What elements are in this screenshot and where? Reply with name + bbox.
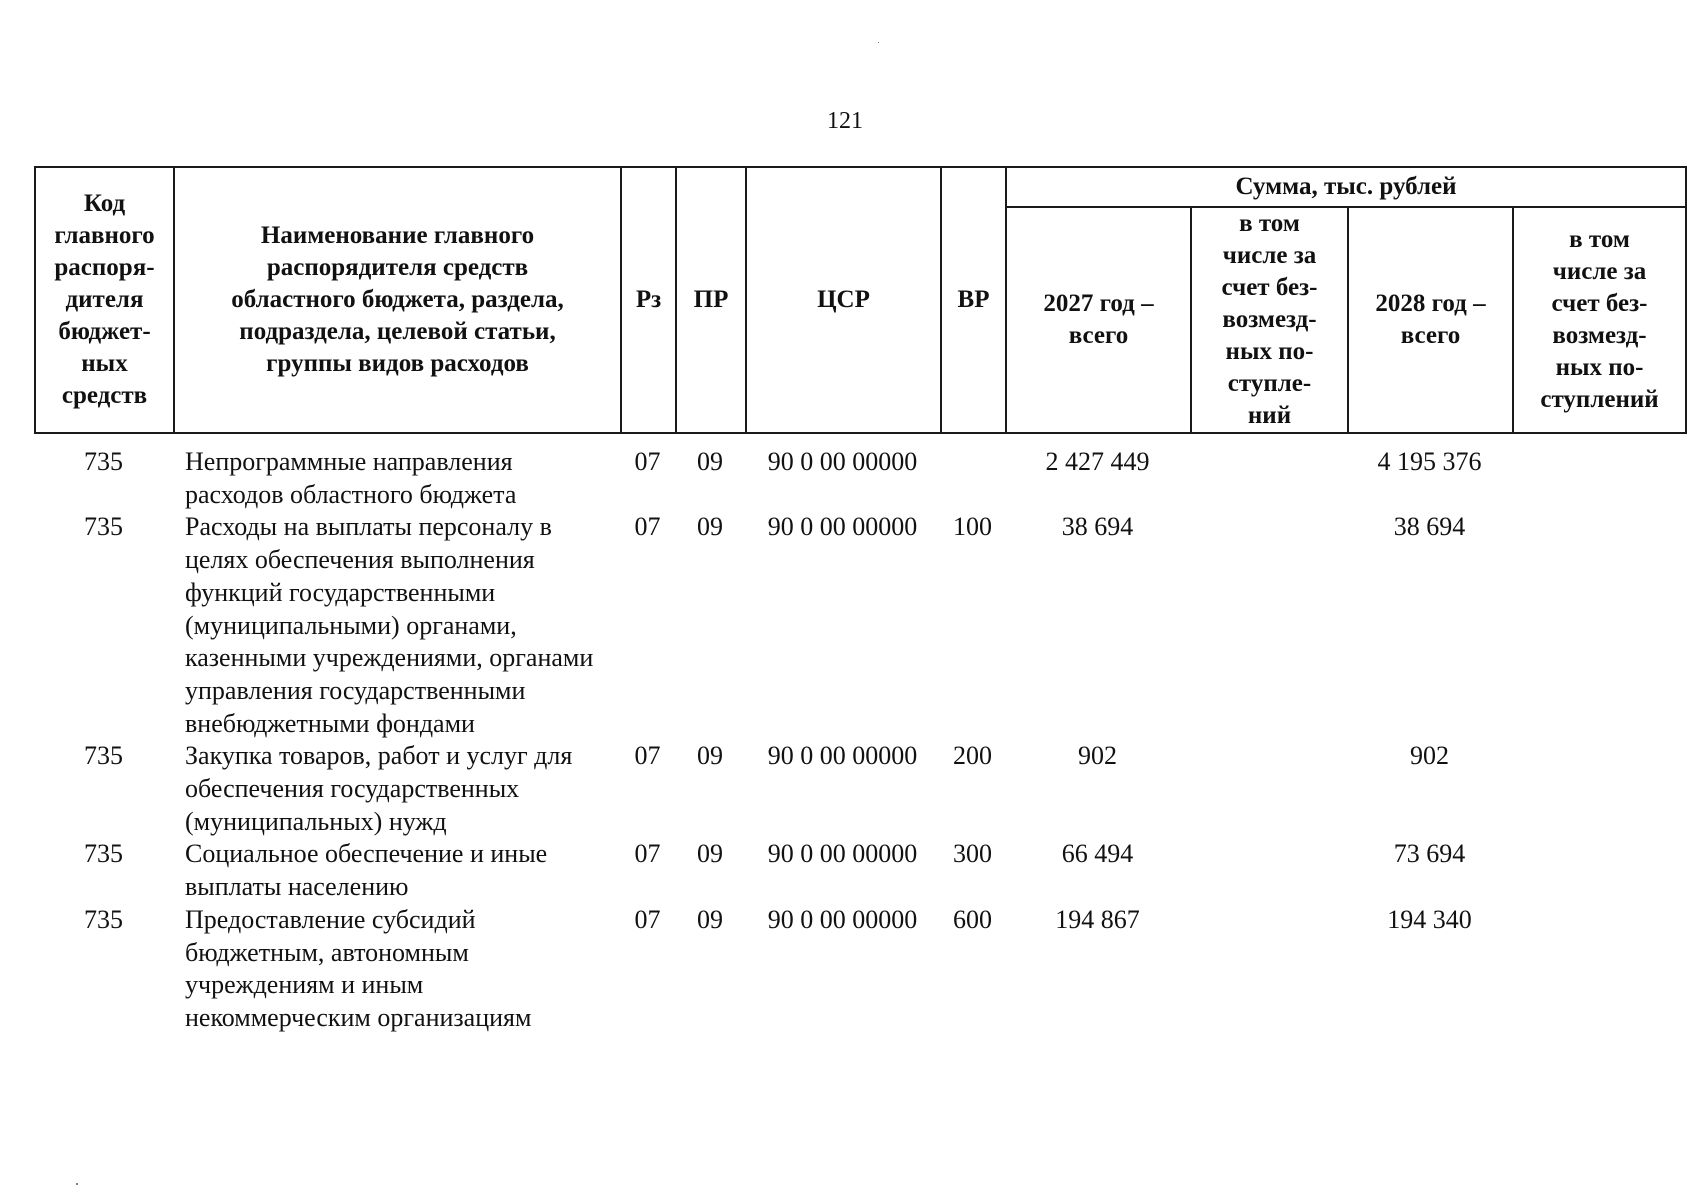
header-sum: Сумма, тыс. рублей: [1006, 167, 1686, 207]
cell-code: 735: [84, 512, 123, 542]
scan-speck: [76, 1183, 78, 1185]
cell-csr: 90 0 00 00000: [767, 741, 918, 771]
cell-2027-total: 2 427 449: [1045, 447, 1150, 476]
cell-2027-total: 66 494: [1061, 839, 1134, 869]
cell-2027-free: [1190, 740, 1347, 838]
header-vr: ВР: [941, 167, 1006, 433]
cell-name: Социальное обеспечение и иные выплаты населению: [185, 839, 548, 902]
cell-csr: 90 0 00 00000: [767, 839, 918, 869]
cell-csr: 90 0 00 00000: [767, 512, 918, 542]
cell-2027-free: [1190, 904, 1347, 1035]
cell-vr: 100: [953, 512, 992, 542]
table-row: [34, 511, 1685, 740]
table-header: [34, 166, 1687, 434]
table-body: [34, 446, 1685, 1035]
cell-pr: 09: [697, 839, 723, 869]
cell-2027-total: 194 867: [1055, 904, 1140, 934]
cell-2028-free: [1512, 446, 1685, 511]
table-row: [34, 740, 1685, 838]
table-row: [34, 904, 1685, 1035]
page-number: 121: [827, 108, 863, 134]
cell-2028-free: [1512, 904, 1685, 1035]
cell-pr: 09: [697, 512, 723, 542]
header-rz: Рз: [621, 167, 676, 433]
cell-2028-total: 38 694: [1393, 512, 1466, 542]
cell-name: Предоставление субсидий бюджетным, автономным учреждениям и иным некоммерческим организациям: [185, 904, 532, 1032]
cell-rz: 07: [634, 741, 661, 771]
header-csr: ЦСР: [746, 167, 941, 433]
scan-speck: [878, 42, 879, 43]
cell-name: Закупка товаров, работ и услуг для обеспечения государственных (муниципальных) нужд: [185, 741, 573, 836]
cell-name: Непрограммные направления расходов областного бюджета: [185, 447, 517, 509]
cell-csr: 90 0 00 00000: [767, 904, 918, 934]
cell-2027-free: [1190, 511, 1347, 740]
cell-code: 735: [84, 904, 123, 934]
header-2027-total: 2027 год – всего: [1006, 207, 1191, 433]
cell-pr: 09: [697, 904, 723, 934]
cell-2027-free: [1190, 446, 1347, 511]
cell-vr: [940, 446, 1005, 511]
cell-rz: 07: [634, 904, 661, 934]
header-2028-free: в том числе за счет без- возмезд- ных по- ступлений: [1513, 207, 1686, 433]
cell-rz: 07: [634, 447, 661, 476]
header-code: Код главного распоря- дителя бюджет- ных средств: [35, 167, 174, 433]
cell-2028-total: 4 195 376: [1377, 447, 1482, 476]
header-pr: ПР: [676, 167, 746, 433]
header-2027-free: в том числе за счет без- возмезд- ных по- ступле- ний: [1191, 207, 1348, 433]
cell-2028-free: [1512, 838, 1685, 903]
cell-vr: 300: [953, 839, 992, 869]
cell-pr: 09: [697, 741, 723, 771]
cell-csr: 90 0 00 00000: [767, 447, 918, 476]
cell-code: 735: [84, 839, 123, 869]
cell-2028-total: 902: [1410, 741, 1449, 771]
cell-2027-total: 38 694: [1061, 512, 1134, 542]
cell-2027-total: 902: [1078, 741, 1117, 771]
cell-pr: 09: [697, 447, 723, 476]
header-name: Наименование главного распорядителя средств областного бюджета, раздела, подраздела, целевой статьи, группы видов расходов: [174, 167, 621, 433]
table-row: [34, 446, 1685, 511]
cell-name: Расходы на выплаты персоналу в целях обеспечения выполнения функций государственными (муниципальными) органами, казенными учреждениями, органами управления государственными внебюджетными фондами: [185, 512, 594, 738]
cell-rz: 07: [634, 512, 661, 542]
cell-code: 735: [84, 741, 123, 771]
cell-2028-free: [1512, 740, 1685, 838]
cell-vr: 600: [953, 904, 992, 934]
cell-rz: 07: [634, 839, 661, 869]
table-row: [34, 838, 1685, 903]
cell-vr: 200: [953, 741, 992, 771]
header-2028-total: 2028 год – всего: [1348, 207, 1513, 433]
cell-2028-total: 194 340: [1387, 904, 1472, 934]
cell-2027-free: [1190, 838, 1347, 903]
cell-2028-free: [1512, 511, 1685, 740]
cell-code: 735: [84, 447, 123, 476]
cell-2028-total: 73 694: [1393, 839, 1466, 869]
